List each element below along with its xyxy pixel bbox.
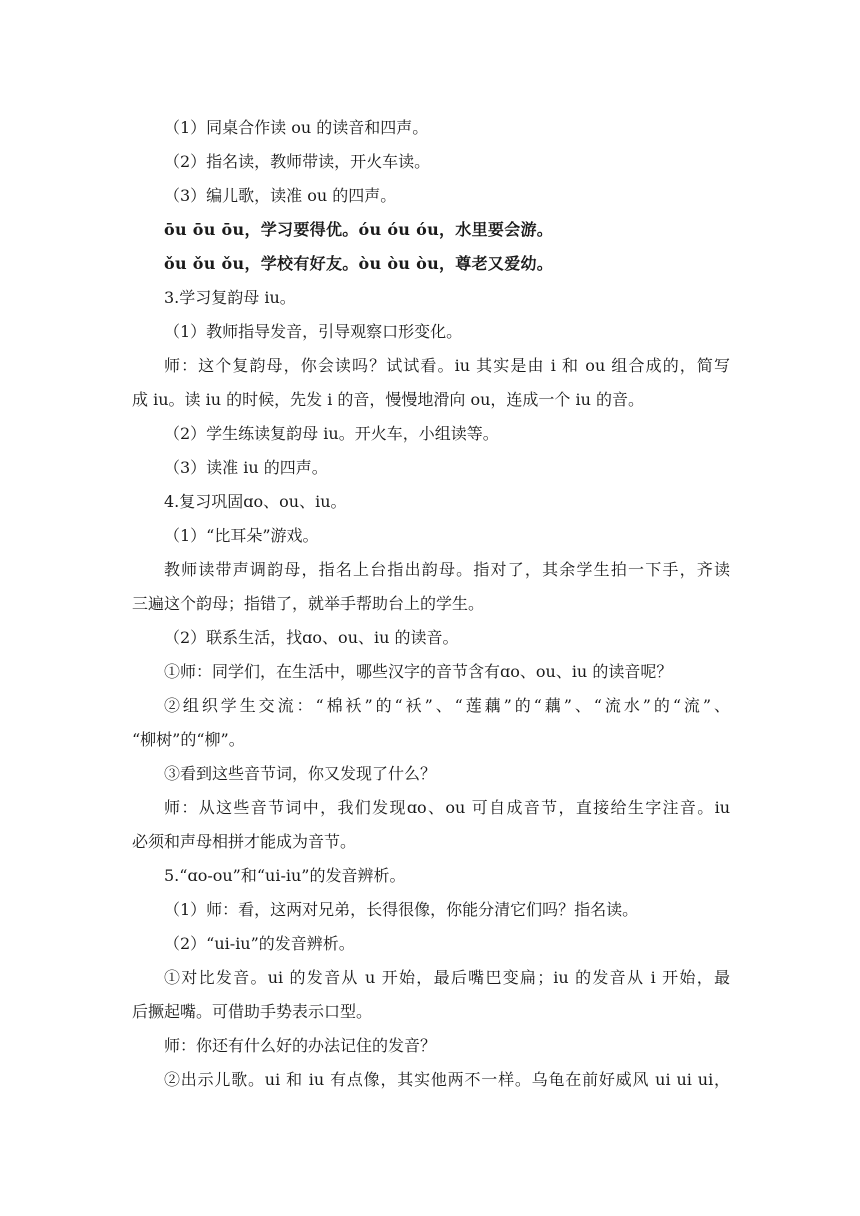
- paragraph-line: （1）“比耳朵”游戏。: [164, 526, 319, 545]
- paragraph-line: （2）指名读，教师带读，开火车读。: [164, 152, 431, 171]
- paragraph-line: 必须和声母相拼才能成为音节。: [132, 832, 357, 851]
- rhyme-line: ōu ōu ōu，学习要得优。óu óu óu，水里要会游。: [164, 220, 554, 239]
- paragraph-line: 三遍这个韵母；指错了，就举手帮助台上的学生。: [132, 594, 485, 613]
- paragraph-line: （1）同桌合作读 ou 的读音和四声。: [164, 118, 429, 137]
- paragraph-line: 师：你还有什么好的办法记住的发音？: [164, 1036, 437, 1055]
- paragraph-line: （1）教师指导发音，引导观察口形变化。: [164, 322, 463, 341]
- paragraph-line: 教师读带声调韵母，指名上台指出韵母。指对了，其余学生拍一下手，齐读: [164, 560, 730, 579]
- paragraph-line: （3）读准 iu 的四声。: [164, 458, 328, 477]
- paragraph-line: ②出示儿歌。ui 和 iu 有点像，其实他两不一样。乌龟在前好威风 ui ui ui，: [164, 1070, 730, 1089]
- paragraph-line: （2）学生练读复韵母 iu。开火车，小组读等。: [164, 424, 499, 443]
- paragraph-line: “柳树”的“柳”。: [132, 730, 245, 749]
- paragraph-line: （3）编儿歌，读准 ou 的四声。: [164, 186, 397, 205]
- paragraph-line: ②组织学生交流：“棉袄”的“袄”、“莲藕”的“藕”、“流水”的“流”、: [164, 696, 730, 715]
- section-heading: 4.复习巩固ɑo、ou、iu。: [164, 492, 347, 511]
- paragraph-line: 后撅起嘴。可借助手势表示口型。: [132, 1002, 373, 1021]
- paragraph-line: 师：这个复韵母，你会读吗？试试看。iu 其实是由 i 和 ou 组合成的，简写: [164, 356, 730, 375]
- paragraph-line: 师：从这些音节词中，我们发现ɑo、ou 可自成音节，直接给生字注音。iu: [164, 798, 730, 817]
- rhyme-line: ǒu ǒu ǒu，学校有好友。òu òu òu，尊老又爱幼。: [164, 254, 554, 273]
- section-heading: 5.“ɑo-ou”和“ui-iu”的发音辨析。: [164, 866, 406, 885]
- paragraph-line: ①对比发音。ui 的发音从 u 开始，最后嘴巴变扁；iu 的发音从 i 开始，最: [164, 968, 730, 987]
- paragraph-line: （2）联系生活，找ɑo、ou、iu 的读音。: [164, 628, 459, 647]
- paragraph-line: 成 iu。读 iu 的时候，先发 i 的音，慢慢地滑向 ou，连成一个 iu 的音。: [132, 390, 645, 409]
- section-heading: 3.学习复韵母 iu。: [164, 288, 296, 307]
- paragraph-line: ①师：同学们，在生活中，哪些汉字的音节含有ɑo、ou、iu 的读音呢？: [164, 662, 673, 681]
- paragraph-line: （2）“ui-iu”的发音辨析。: [164, 934, 355, 953]
- paragraph-line: （1）师：看，这两对兄弟，长得很像，你能分清它们吗？指名读。: [164, 900, 639, 919]
- paragraph-line: ③看到这些音节词，你又发现了什么？: [164, 764, 437, 783]
